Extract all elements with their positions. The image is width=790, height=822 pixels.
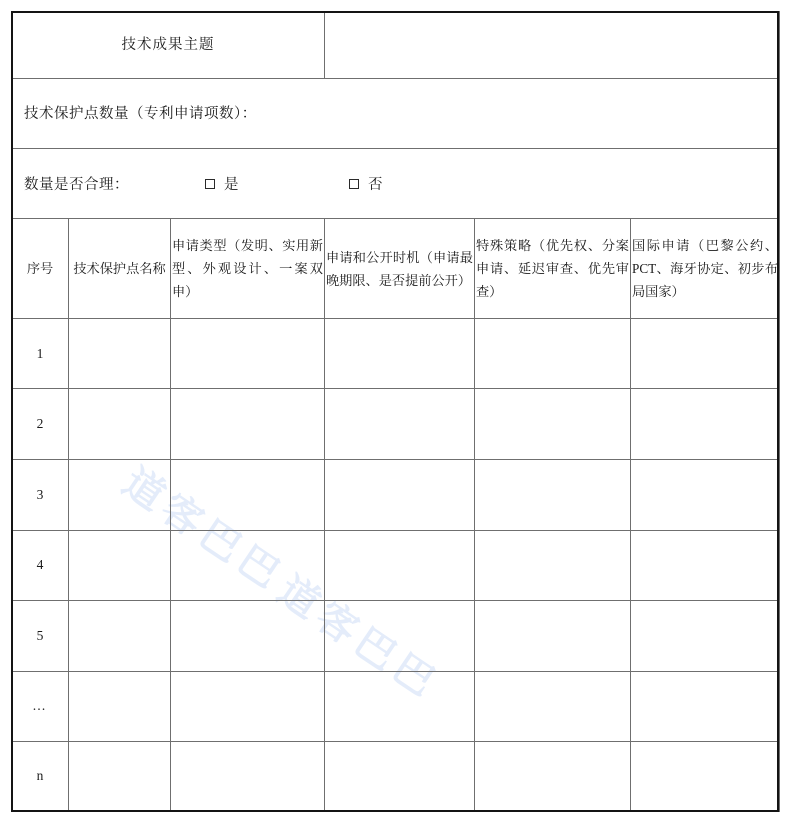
cell-timing[interactable] — [325, 741, 475, 811]
reasonable-row — [12, 149, 780, 219]
subject-label: 技术成果主题 — [121, 37, 215, 54]
technical-protection-point-table — [11, 11, 780, 812]
column-header-apptype — [171, 219, 325, 319]
cell-strategy[interactable] — [475, 319, 631, 389]
table-row — [12, 530, 780, 600]
cell-timing[interactable] — [325, 600, 475, 671]
cell-international[interactable] — [631, 600, 780, 671]
row-number: 2 — [36, 415, 44, 431]
cell-strategy[interactable] — [475, 389, 631, 459]
row-number: 3 — [36, 486, 44, 502]
cell-apptype[interactable] — [171, 530, 325, 600]
cell-name[interactable] — [69, 741, 171, 811]
checkbox-icon-no[interactable] — [349, 179, 359, 189]
checkbox-label-yes: 是 — [224, 177, 239, 194]
cell-international[interactable] — [631, 319, 780, 389]
column-header-international — [631, 219, 780, 319]
column-header-name — [69, 219, 171, 319]
cell-international[interactable] — [631, 530, 780, 600]
column-header-seq-label: 序号 — [26, 261, 54, 277]
table-row — [12, 671, 780, 741]
cell-apptype[interactable] — [171, 600, 325, 671]
cell-apptype[interactable] — [171, 389, 325, 459]
row-number: 4 — [36, 557, 44, 573]
cell-seq — [12, 741, 69, 811]
row-number: n — [36, 768, 44, 784]
column-header-timing — [325, 219, 475, 319]
checkbox-option-no[interactable] — [349, 173, 383, 194]
subject-row — [12, 12, 780, 79]
watermark-text: 道客巴巴 — [269, 567, 448, 709]
column-header-strategy — [475, 219, 631, 319]
cell-timing[interactable] — [325, 671, 475, 741]
reasonable-cell — [12, 149, 780, 219]
table-row — [12, 389, 780, 459]
cell-name[interactable] — [69, 671, 171, 741]
subject-value-cell[interactable] — [325, 12, 780, 79]
column-header-timing-label: 申请和公开时机（申请最晚期限、是否提前公开） — [326, 249, 473, 288]
table-header-row — [12, 219, 780, 319]
cell-apptype[interactable] — [171, 741, 325, 811]
table-row — [12, 600, 780, 671]
cell-name[interactable] — [69, 459, 171, 530]
column-header-strategy-label: 特殊策略（优先权、分案申请、延迟审查、优先审查） — [476, 238, 629, 300]
cell-timing[interactable] — [325, 530, 475, 600]
cell-seq — [12, 671, 69, 741]
cell-seq — [12, 389, 69, 459]
table-row — [12, 459, 780, 530]
cell-apptype[interactable] — [171, 459, 325, 530]
cell-name[interactable] — [69, 319, 171, 389]
column-header-seq — [12, 219, 69, 319]
row-number: 1 — [36, 345, 44, 361]
cell-apptype[interactable] — [171, 319, 325, 389]
count-cell[interactable] — [12, 79, 780, 149]
cell-seq — [12, 530, 69, 600]
cell-strategy[interactable] — [475, 459, 631, 530]
table-row — [12, 741, 780, 811]
cell-international[interactable] — [631, 389, 780, 459]
cell-name[interactable] — [69, 530, 171, 600]
column-header-name-label: 技术保护点名称 — [73, 261, 166, 277]
count-label: 技术保护点数量（专利申请项数）： — [24, 105, 257, 122]
cell-timing[interactable] — [325, 459, 475, 530]
watermark-text: 道客巴巴 — [114, 459, 293, 601]
column-header-apptype-label: 申请类型（发明、实用新型、外观设计、一案双申） — [172, 238, 323, 300]
count-row — [12, 79, 780, 149]
cell-strategy[interactable] — [475, 671, 631, 741]
cell-apptype[interactable] — [171, 671, 325, 741]
cell-international[interactable] — [631, 671, 780, 741]
cell-timing[interactable] — [325, 319, 475, 389]
cell-international[interactable] — [631, 459, 780, 530]
cell-strategy[interactable] — [475, 600, 631, 671]
cell-international[interactable] — [631, 741, 780, 811]
cell-name[interactable] — [69, 389, 171, 459]
column-header-international-label: 国际申请（巴黎公约、PCT、海牙协定、初步布局国家） — [632, 238, 778, 300]
subject-label-cell — [12, 12, 325, 79]
cell-seq — [12, 319, 69, 389]
cell-name[interactable] — [69, 600, 171, 671]
cell-timing[interactable] — [325, 389, 475, 459]
checkbox-option-yes[interactable] — [205, 173, 239, 194]
cell-seq — [12, 459, 69, 530]
row-number: 5 — [36, 627, 44, 643]
checkbox-icon-yes[interactable] — [205, 179, 215, 189]
reasonable-label: 数量是否合理： — [24, 177, 129, 194]
cell-strategy[interactable] — [475, 741, 631, 811]
table-row — [12, 319, 780, 389]
cell-strategy[interactable] — [475, 530, 631, 600]
checkbox-label-no: 否 — [368, 177, 383, 194]
cell-seq — [12, 600, 69, 671]
row-number: … — [32, 698, 48, 714]
